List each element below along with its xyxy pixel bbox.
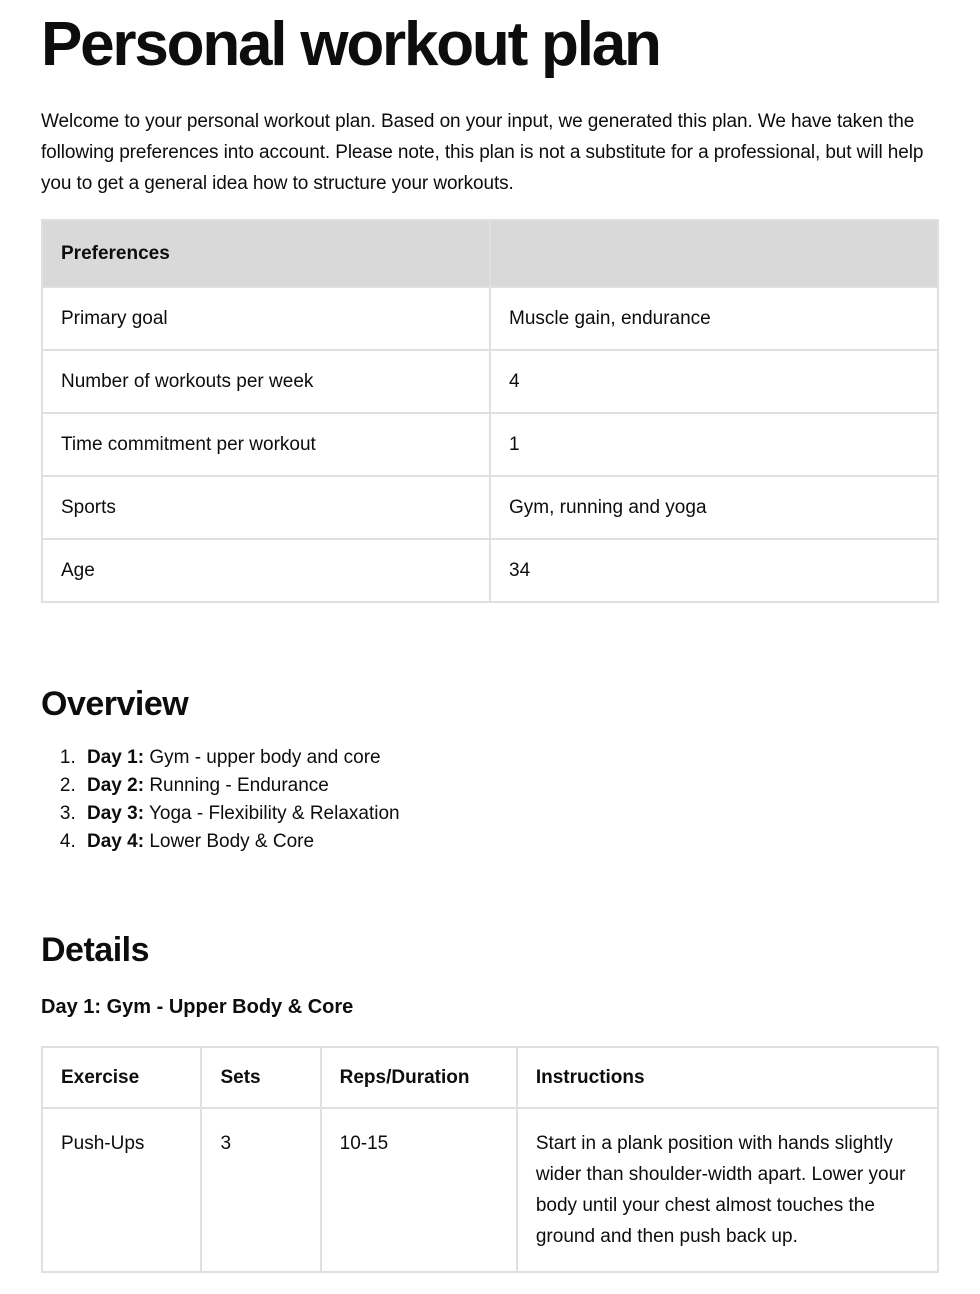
preference-value: 34	[490, 539, 938, 602]
preference-row	[42, 476, 938, 539]
exercise-reps-cell: 10-15	[321, 1108, 517, 1272]
overview-heading: Overview	[41, 685, 189, 724]
preferences-header-empty-cell	[490, 220, 938, 287]
preference-row	[42, 413, 938, 476]
overview-section	[41, 684, 939, 856]
preference-label: Number of workouts per week	[42, 350, 490, 413]
overview-day-text: Lower Body & Core	[149, 831, 315, 853]
preferences-table-body	[42, 287, 938, 602]
exercise-row	[42, 1108, 938, 1272]
preference-label: Age	[42, 539, 490, 602]
day1-subheading: Day 1: Gym - Upper Body & Core	[41, 995, 354, 1018]
preference-row	[42, 287, 938, 350]
preference-label: Time commitment per workout	[42, 413, 490, 476]
details-section	[41, 930, 939, 1273]
preferences-header-cell: Preferences	[42, 220, 490, 287]
exercise-table-body	[42, 1108, 938, 1272]
exercise-name-cell: Push-Ups	[42, 1108, 201, 1272]
overview-day-label: Day 3:	[87, 803, 145, 825]
exercise-table	[41, 1046, 939, 1273]
overview-list-item	[81, 828, 939, 856]
exercise-sets-cell: 3	[201, 1108, 320, 1272]
preference-value: 4	[490, 350, 938, 413]
preference-value: Gym, running and yoga	[490, 476, 938, 539]
details-heading: Details	[41, 931, 149, 970]
workout-plan-document	[0, 8, 980, 1273]
sets-column-header: Sets	[201, 1047, 320, 1108]
instructions-column-header: Instructions	[517, 1047, 938, 1108]
preferences-header-row	[42, 220, 938, 287]
overview-day-label: Day 2:	[87, 775, 145, 797]
preference-value: Muscle gain, endurance	[490, 287, 938, 350]
overview-day-label: Day 4:	[87, 831, 145, 853]
intro-paragraph: Welcome to your personal workout plan. Based on your input, we generated this plan. We have taken the following preferences into account. Please note, this plan is not a substitute for a professional, but will help you to get a general idea how to structure your workouts.	[41, 111, 924, 195]
exercise-header-row	[42, 1047, 938, 1108]
page-title: Personal workout plan	[41, 10, 660, 79]
preference-value: 1	[490, 413, 938, 476]
overview-day-label: Day 1:	[87, 747, 145, 769]
overview-day-text: Yoga - Flexibility & Relaxation	[148, 803, 400, 825]
overview-list-item	[81, 744, 939, 772]
preference-row	[42, 350, 938, 413]
overview-list-item	[81, 800, 939, 828]
exercise-column-header: Exercise	[42, 1047, 201, 1108]
preference-label: Primary goal	[42, 287, 490, 350]
overview-day-text: Running - Endurance	[149, 775, 329, 797]
exercise-instructions-cell: Start in a plank position with hands slightly wider than shoulder-width apart. Lower your body until your chest almost touches the ground and then push back up.	[517, 1108, 938, 1272]
preferences-table	[41, 219, 939, 603]
preference-row	[42, 539, 938, 602]
overview-day-text: Gym - upper body and core	[149, 747, 381, 769]
overview-list	[41, 744, 939, 856]
reps-duration-column-header: Reps/Duration	[321, 1047, 517, 1108]
overview-list-item	[81, 772, 939, 800]
preference-label: Sports	[42, 476, 490, 539]
